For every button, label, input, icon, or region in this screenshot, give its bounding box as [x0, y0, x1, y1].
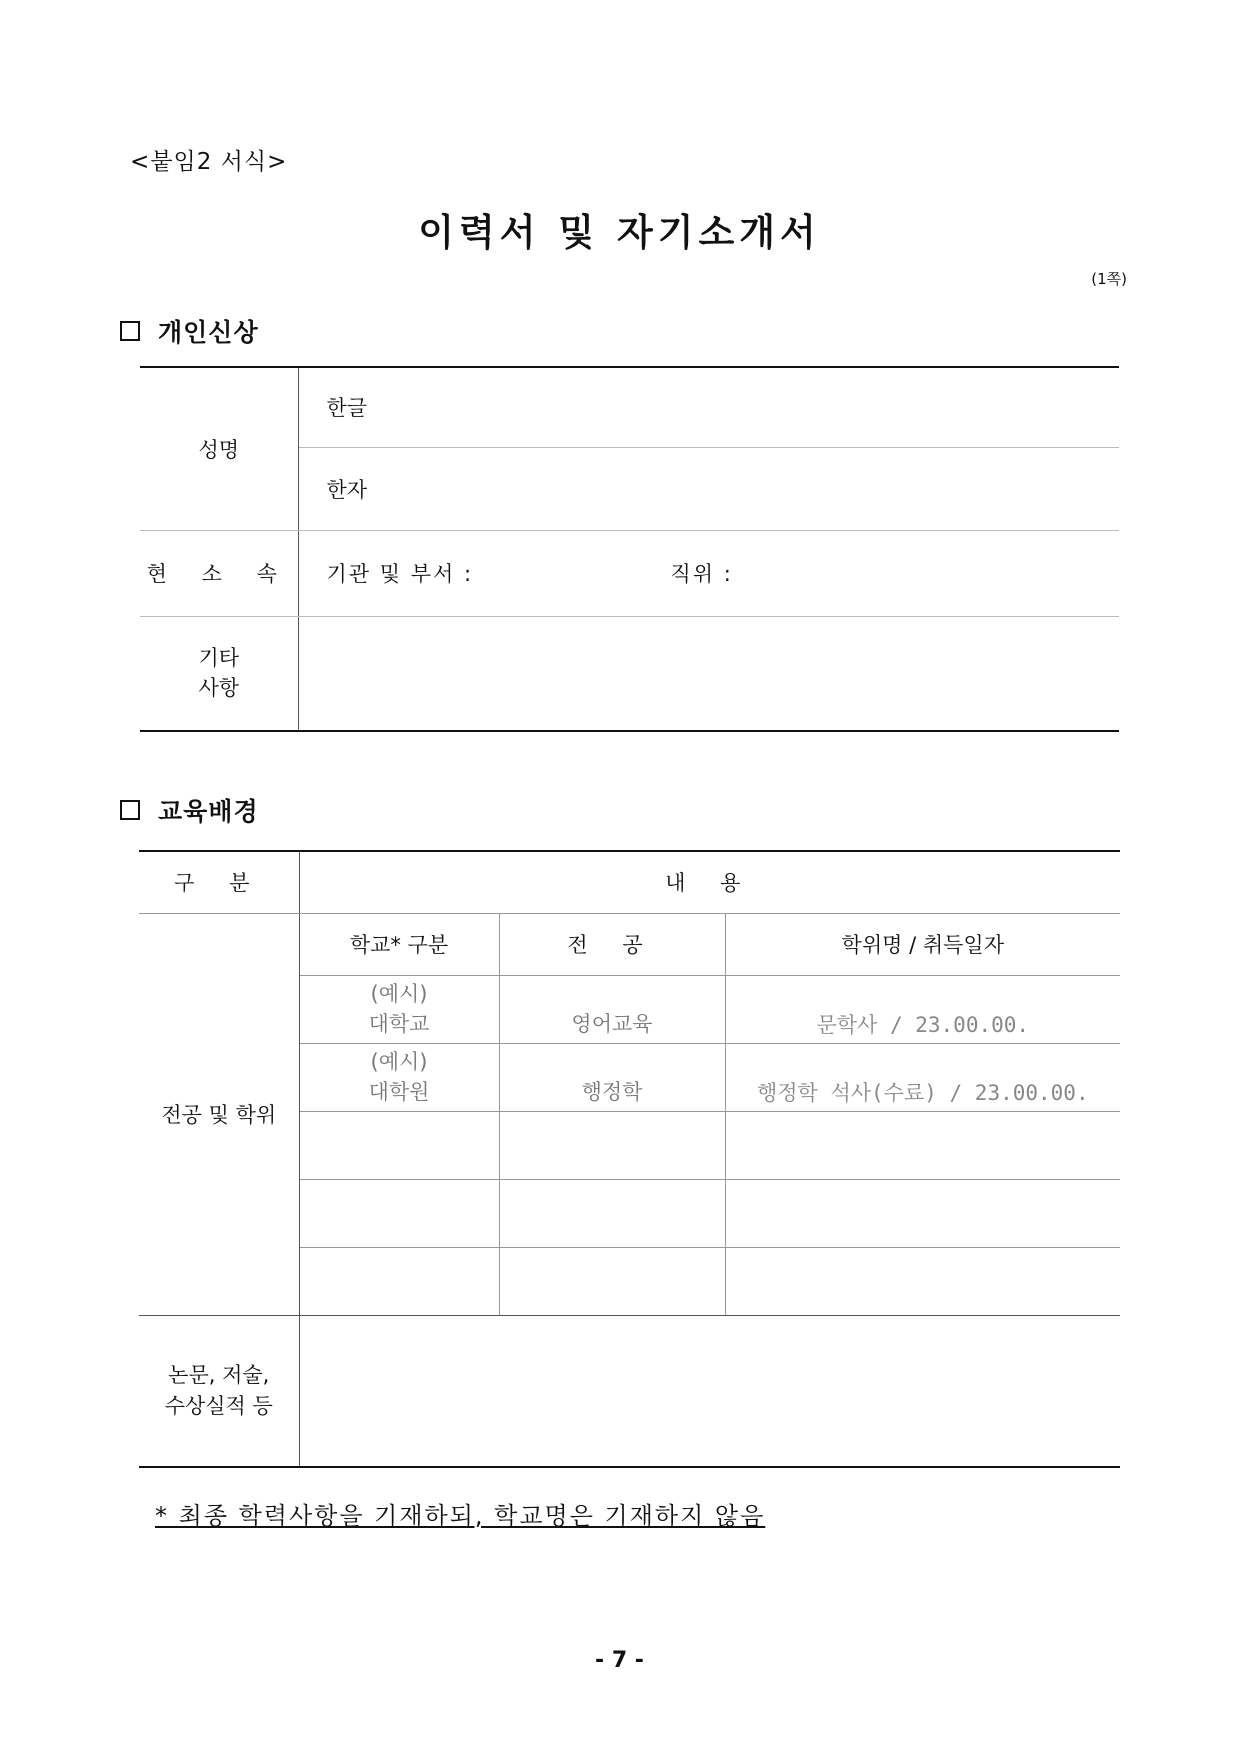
achievements-field[interactable]	[299, 1315, 1120, 1467]
org-dept-label: 기관 및 부서 :	[326, 562, 474, 586]
hangul-label: 한글	[326, 396, 368, 421]
school-type-value: 대학원	[368, 1080, 430, 1104]
name-label: 성명	[140, 367, 298, 530]
major-degree-label: 전공 및 학위	[139, 913, 299, 1315]
other-label: 기타 사항	[140, 616, 298, 731]
degree-cell[interactable]: 문학사 / 23.00.00.	[725, 975, 1120, 1043]
footnote: * 최종 학력사항을 기재하되, 학교명은 기재하지 않음	[155, 1502, 766, 1530]
degree-header: 학위명 / 취득일자	[725, 913, 1120, 975]
school-type-cell[interactable]	[299, 1247, 499, 1315]
education-table	[139, 850, 1120, 1468]
content-header: 내 용	[299, 851, 1120, 913]
major-cell[interactable]	[499, 1179, 725, 1247]
example-prefix: (예시)	[370, 1050, 428, 1074]
major-cell[interactable]	[499, 1247, 725, 1315]
major-cell[interactable]: 영어교육	[499, 975, 725, 1043]
example-prefix: (예시)	[370, 982, 428, 1006]
hanja-name-field[interactable]	[298, 447, 1119, 530]
affiliation-label: 현 소 속	[140, 530, 298, 616]
school-type-cell[interactable]	[299, 1043, 499, 1111]
checkbox-icon	[120, 800, 140, 820]
school-type-cell[interactable]	[299, 975, 499, 1043]
checkbox-icon	[120, 321, 140, 341]
degree-cell[interactable]	[725, 1247, 1120, 1315]
section-education-heading	[120, 792, 259, 828]
page-title: 이력서 및 자기소개서	[418, 211, 821, 254]
other-field[interactable]	[298, 616, 1119, 731]
position-label: 직위 :	[670, 562, 733, 586]
category-header: 구 분	[139, 851, 299, 913]
section-personal-title: 개인신상	[158, 318, 259, 347]
school-type-value: 대학교	[368, 1012, 430, 1036]
degree-cell[interactable]	[725, 1111, 1120, 1179]
page-number: - 7 -	[595, 1648, 644, 1673]
major-cell[interactable]: 행정학	[499, 1043, 725, 1111]
school-type-header: 학교* 구분	[299, 913, 499, 975]
school-type-cell[interactable]	[299, 1111, 499, 1179]
page-count: (1쪽)	[1091, 270, 1127, 288]
achievements-label: 논문, 저술, 수상실적 등	[139, 1315, 299, 1467]
section-education-title: 교육배경	[158, 797, 259, 826]
hanja-label: 한자	[326, 477, 368, 502]
section-personal-heading	[120, 313, 259, 349]
major-cell[interactable]	[499, 1111, 725, 1179]
school-type-cell[interactable]	[299, 1179, 499, 1247]
attachment-label: <붙임2 서식>	[130, 149, 288, 175]
major-header: 전 공	[499, 913, 725, 975]
personal-info-table	[140, 366, 1119, 732]
hangul-name-field[interactable]	[298, 367, 1119, 447]
degree-cell[interactable]	[725, 1179, 1120, 1247]
affiliation-field[interactable]	[298, 530, 1119, 616]
degree-cell[interactable]: 행정학 석사(수료) / 23.00.00.	[725, 1043, 1120, 1111]
